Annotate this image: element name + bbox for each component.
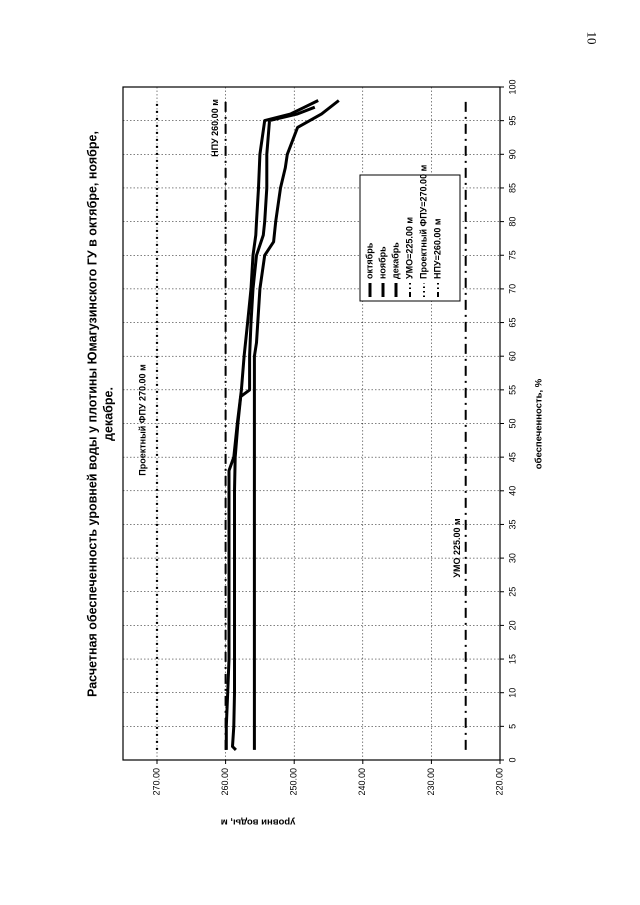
y-tick-label: 240.00 bbox=[357, 768, 368, 796]
annotation-label: Проектный ФПУ 270.00 м bbox=[137, 364, 148, 476]
x-tick-label: 45 bbox=[507, 452, 518, 463]
x-tick-label: 0 bbox=[507, 757, 518, 763]
annotation-label: УМО 225.00 м bbox=[452, 518, 463, 578]
x-tick-label: 55 bbox=[507, 384, 518, 395]
annotation-label: НПУ 260.00 м bbox=[209, 99, 220, 157]
chart-annotations bbox=[137, 99, 462, 578]
x-tick-label: 75 bbox=[507, 250, 518, 261]
y-tick-label: 230.00 bbox=[425, 768, 436, 796]
x-tick-label: 10 bbox=[507, 687, 518, 698]
x-tick-label: 65 bbox=[507, 317, 518, 328]
legend-label: октябрь bbox=[364, 242, 375, 279]
y-tick-label: 250.00 bbox=[288, 768, 299, 796]
series-line-2 bbox=[233, 107, 315, 750]
x-tick-label: 85 bbox=[507, 182, 518, 193]
y-axis-label: уровни воды, м bbox=[220, 816, 296, 828]
y-tick-label: 260.00 bbox=[219, 768, 230, 796]
x-tick-label: 90 bbox=[507, 149, 518, 160]
legend-label: Проектный ФПУ=270.00 м bbox=[418, 164, 429, 279]
y-tick-label: 270.00 bbox=[151, 768, 162, 796]
x-tick-label: 95 bbox=[507, 115, 518, 126]
chart-title-line: декабре. bbox=[101, 387, 116, 441]
chart-title-line: Расчетная обеспеченность уровней воды у плотины Юмагузинского ГУ в октябре, ноябре, bbox=[85, 131, 100, 697]
x-tick-label: 25 bbox=[507, 586, 518, 597]
y-axis-ticks bbox=[151, 760, 504, 796]
x-tick-label: 60 bbox=[507, 351, 518, 362]
x-tick-label: 80 bbox=[507, 216, 518, 227]
y-tick-label: 220.00 bbox=[494, 768, 505, 796]
x-tick-label: 35 bbox=[507, 519, 518, 530]
legend-label: НПУ=260.00 м bbox=[432, 218, 443, 279]
x-tick-label: 20 bbox=[507, 620, 518, 631]
x-tick-label: 50 bbox=[507, 418, 518, 429]
x-axis-label: обеспеченность, % bbox=[533, 378, 545, 470]
legend-label: декабрь bbox=[390, 242, 401, 279]
chart-titles bbox=[85, 131, 544, 827]
x-axis-ticks bbox=[500, 79, 517, 762]
x-tick-label: 40 bbox=[507, 485, 518, 496]
x-tick-label: 100 bbox=[507, 79, 518, 95]
chart-legend bbox=[360, 164, 460, 301]
x-tick-label: 30 bbox=[507, 553, 518, 564]
legend-label: УМО=225.00 м bbox=[404, 216, 415, 279]
x-tick-label: 5 bbox=[507, 723, 518, 729]
x-tick-label: 15 bbox=[507, 654, 518, 665]
legend-label: ноябрь bbox=[377, 246, 388, 279]
page-number: 10 bbox=[584, 31, 600, 45]
series-line-3 bbox=[226, 101, 318, 750]
x-tick-label: 70 bbox=[507, 283, 518, 294]
